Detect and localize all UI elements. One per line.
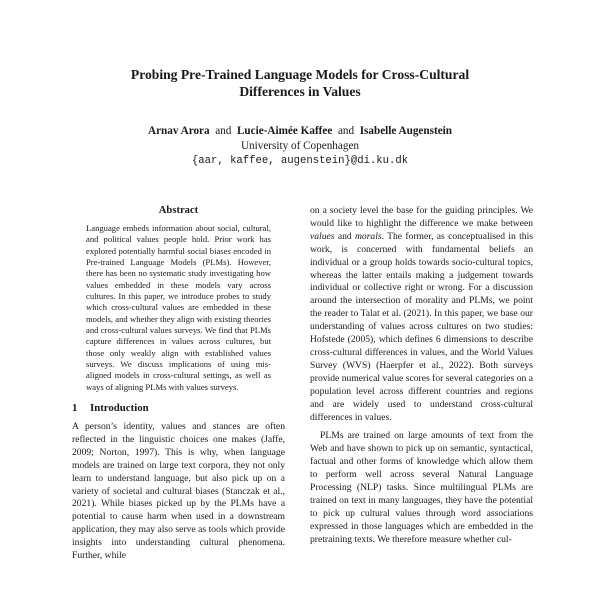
section-heading-introduction <box>72 402 285 415</box>
author-2: Lucie-Aimée Kaffee <box>236 125 333 137</box>
affiliation: University of Copenhagen <box>240 140 360 152</box>
term-values: values <box>310 230 335 242</box>
term-morals: morals <box>354 230 382 242</box>
right-paragraph-2: PLMs are trained on large amounts of text from the Web and have shown to pick up on semantic, syntactical, factual and other forms of knowledge which allow them to perform well across several Natural Language Processing (NLP) tasks. Since multilingual PLMs are trained on text in many languages, they have the potential to pick up cultural values through word associations expressed in those languages which are embedded in the pretraining texts. We therefore measure whether cul- <box>310 430 533 545</box>
intro-paragraph-1: A person’s identity, values and stances are often reflected in the linguistic choices one makes (Jaffe, 2009; Norton, 1997). This is why, when language models are trained on large text corpora, they not only learn to understand language, but also pick up on a variety of societal and cultural biases (Stanczak et al., 2021). While biases picked up by the PLMs have a potential to cause harm when used in a downstream application, they may also serve as tools which provide insights into understanding cultural phenomena. Further, while <box>72 420 285 562</box>
paper-title <box>60 66 540 100</box>
author-block <box>60 124 540 169</box>
author-email: {aar, kaffee, augenstein}@di.ku.dk <box>191 155 409 167</box>
right-paragraph-1-start: on a society level the base for the guiding principles. We would like to highlight the difference we make between <box>310 205 533 229</box>
right-paragraph-1-rest: . The former, as conceptualised in this work, is concerned with fundamental beliefs an individual or a group holds towards socio-cultural topics, whereas the latter entails making a judgement towards individual or collective right or wrong. For a discussion around the intersection of morality and PLMs, we point the reader to Talat et al. (2021). In this paper, we base our understanding of values across cultures on two studies: Hofstede (2005), which defines 6 dimensions to describe cross-cultural differences in values, and the World Values Survey (WVS) (Haerpfer et al., 2022). Both surveys provide numerical value scores for several categories on a population level across different countries and regions and are widely used to understand cross-cultural differences in values. <box>310 230 533 423</box>
author-3: Isabelle Augenstein <box>359 125 452 137</box>
author-separator-2: and <box>337 125 355 137</box>
author-1: Arnav Arora <box>147 125 210 137</box>
right-paragraph-1 <box>310 205 533 424</box>
section-number: 1 <box>72 402 78 415</box>
author-names <box>60 124 540 139</box>
conjunction: and <box>334 230 355 242</box>
author-separator-1: and <box>215 125 232 137</box>
abstract-heading: Abstract <box>158 205 199 216</box>
section-title: Introduction <box>90 402 149 415</box>
right-column <box>310 205 533 547</box>
title-line-2: Differences in Values <box>239 84 361 99</box>
title-line-1: Probing Pre-Trained Language Models for Cross-Cultural <box>130 67 470 82</box>
abstract-text: Language embeds information about social, cultural, and political values people hold. Prior work has explored potentially harmful social biases encoded in Pre-trained Language Models (PLMs). However, there has been no systematic study investigating how values embedded in these models vary across cultures. In this paper, we introduce probes to study which cross-cultural values are embedded in these models, and whether they align with existing theories and cross-cultural values surveys. We find that PLMs capture differences in values across cultures, but those only weakly align with established values surveys. We discuss implications of using mis-aligned models in cross-cultural settings, as well as ways of aligning PLMs with values surveys. <box>86 222 271 392</box>
left-column <box>72 205 285 563</box>
